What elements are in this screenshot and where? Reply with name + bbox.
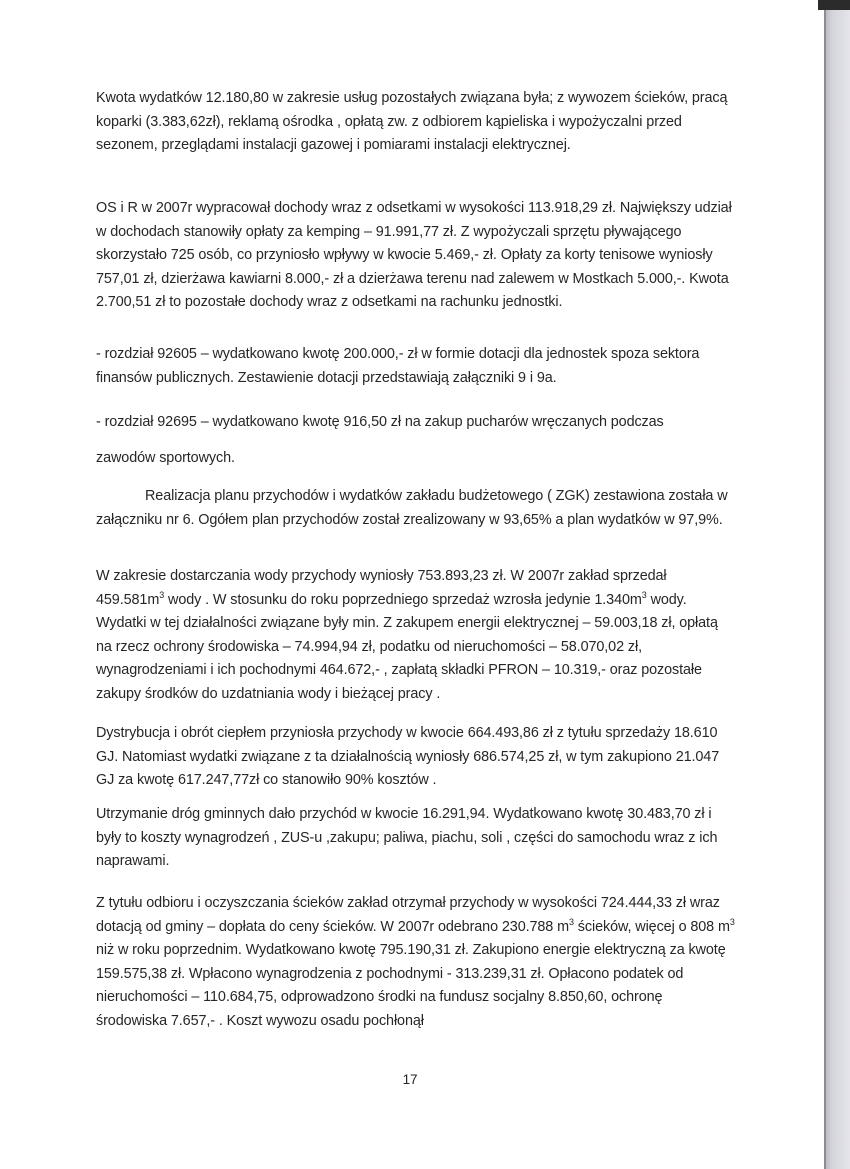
paragraph-text: Realizacja planu przychodów i wydatków zakładu budżetowego ( ZGK) zestawiona została w załączniku nr 6. Ogółem plan przychodów został zrealizowany w 93,65% a plan wydatków w 97,9%. bbox=[96, 488, 728, 528]
paragraph-chapter-92605 bbox=[96, 343, 736, 390]
paragraph-text: Kwota wydatków 12.180,80 w zakresie usług pozostałych związana była; z wywozem ścieków, pracą koparki (3.383,62zł), reklamą ośrodka , opłatą zw. z odbiorem kąpieliska i wypożyczalni przed sezonem, przeglądami instalacji gazowej i pomiarami instalacji elektrycznej. bbox=[96, 90, 728, 153]
paragraph-water-supply bbox=[96, 565, 736, 706]
paragraph-text: Utrzymanie dróg gminnych dało przychód w kwocie 16.291,94. Wydatkowano kwotę 30.483,70 zł i były to koszty wynagrodzeń , ZUS-u ,zakupu; paliwa, piachu, soli , części do samochodu wraz z ich naprawami. bbox=[96, 806, 718, 869]
paragraph-zgk-plan bbox=[96, 485, 736, 532]
text-run: wody . W stosunku do roku poprzedniego sprzedaż wzrosła jedynie 1.340m bbox=[164, 591, 642, 608]
text-run: niż w roku poprzednim. Wydatkowano kwotę 795.190,31 zł. Zakupiono energie elektryczną za kwotę 159.575,38 zł. Wpłacono wynagrodzenia z pochodnymi - 313.239,31 zł. Opłacono podatek od nieruchomości – 110.684,75, odprowadzono środki na fundusz socjalny 8.850,60, ochronę środowiska 7.657,- . Koszt wywozu osadu pochłonął bbox=[96, 942, 726, 1029]
paragraph-text: Dystrybucja i obrót ciepłem przyniosła przychody w kwocie 664.493,86 zł z tytułu sprzedaży 18.610 GJ. Natomiast wydatki związane z ta działalnością wyniosły 686.574,25 zł, w tym zakupiono 21.047 GJ za kwotę 617.247,77zł co stanowiło 90% kosztów . bbox=[96, 725, 720, 788]
paragraph-services-expenses bbox=[96, 87, 736, 158]
superscript: 3 bbox=[569, 916, 574, 927]
paragraph-text bbox=[96, 565, 736, 706]
paragraph-chapter-92695 bbox=[96, 411, 736, 435]
superscript: 3 bbox=[641, 589, 647, 600]
paragraph-text bbox=[96, 892, 736, 1033]
paragraph-heat-distribution bbox=[96, 722, 736, 793]
paragraph-sewage bbox=[96, 892, 736, 1033]
paragraph-text: - rozdział 92605 – wydatkowano kwotę 200.000,- zł w formie dotacji dla jednostek spoza sektora finansów publicznych. Zestawienie dotacji przedstawiają załączniki 9 i 9a. bbox=[96, 346, 700, 386]
superscript: 3 bbox=[159, 589, 165, 600]
paragraph-text: zawodów sportowych. bbox=[96, 450, 235, 466]
scan-edge-line bbox=[824, 0, 826, 1169]
text-run: W zakresie dostarczania wody przychody wyniosły 753.893,23 zł. W 2007r zakład sprzedał 459.581m bbox=[96, 568, 667, 608]
text-run: wody. Wydatki w tej działalności związane były min. Z zakupem energii elektrycznej – 59.003,18 zł, opłatą na rzecz ochrony środowiska – 74.994,94 zł, podatku od nieruchomości – 58.070,02 zł, wynagrodzeniami i ich pochodnymi 464.672,- , zapłatą składki PFRON – 10.319,- oraz pozostałe zakupy środków do uzdatniania wody i bieżącej pracy . bbox=[96, 591, 718, 702]
scan-edge bbox=[826, 0, 850, 1169]
text-run: ścieków, więcej o 808 m bbox=[573, 918, 730, 935]
page-number: 17 bbox=[402, 1072, 418, 1087]
superscript: 3 bbox=[729, 916, 735, 927]
text-run: Z tytułu odbioru i oczyszczania ścieków zakład otrzymał przychody w wysokości 724.444,33 zł wraz dotacją od gminy – dopłata do ceny ścieków. W 2007r odebrano 230.788 m bbox=[96, 895, 720, 935]
paragraph-chapter-92695-continued bbox=[96, 447, 736, 471]
paragraph-text: OS i R w 2007r wypracował dochody wraz z odsetkami w wysokości 113.918,29 zł. Największy udział w dochodach stanowiły opłaty za kemping – 91.991,77 zł. Z wypożyczali sprzętu pływającego skorzystało 725 osób, co przyniosło wpływy w kwocie 5.469,- zł. Opłaty za korty tenisowe wyniosły 757,01 zł, dzierżawa kawiarni 8.000,- zł a dzierżawa terenu nad zalewem w Mostkach 5.000,-. Kwota 2.700,51 zł to pozostałe dochody wraz z odsetkami na rachunku jednostki. bbox=[96, 200, 732, 310]
paragraph-osir-income bbox=[96, 197, 736, 315]
paragraph-text: - rozdział 92695 – wydatkowano kwotę 916,50 zł na zakup pucharów wręczanych podczas bbox=[96, 414, 664, 430]
paragraph-road-maintenance bbox=[96, 803, 736, 874]
scan-edge-corner bbox=[818, 0, 850, 10]
